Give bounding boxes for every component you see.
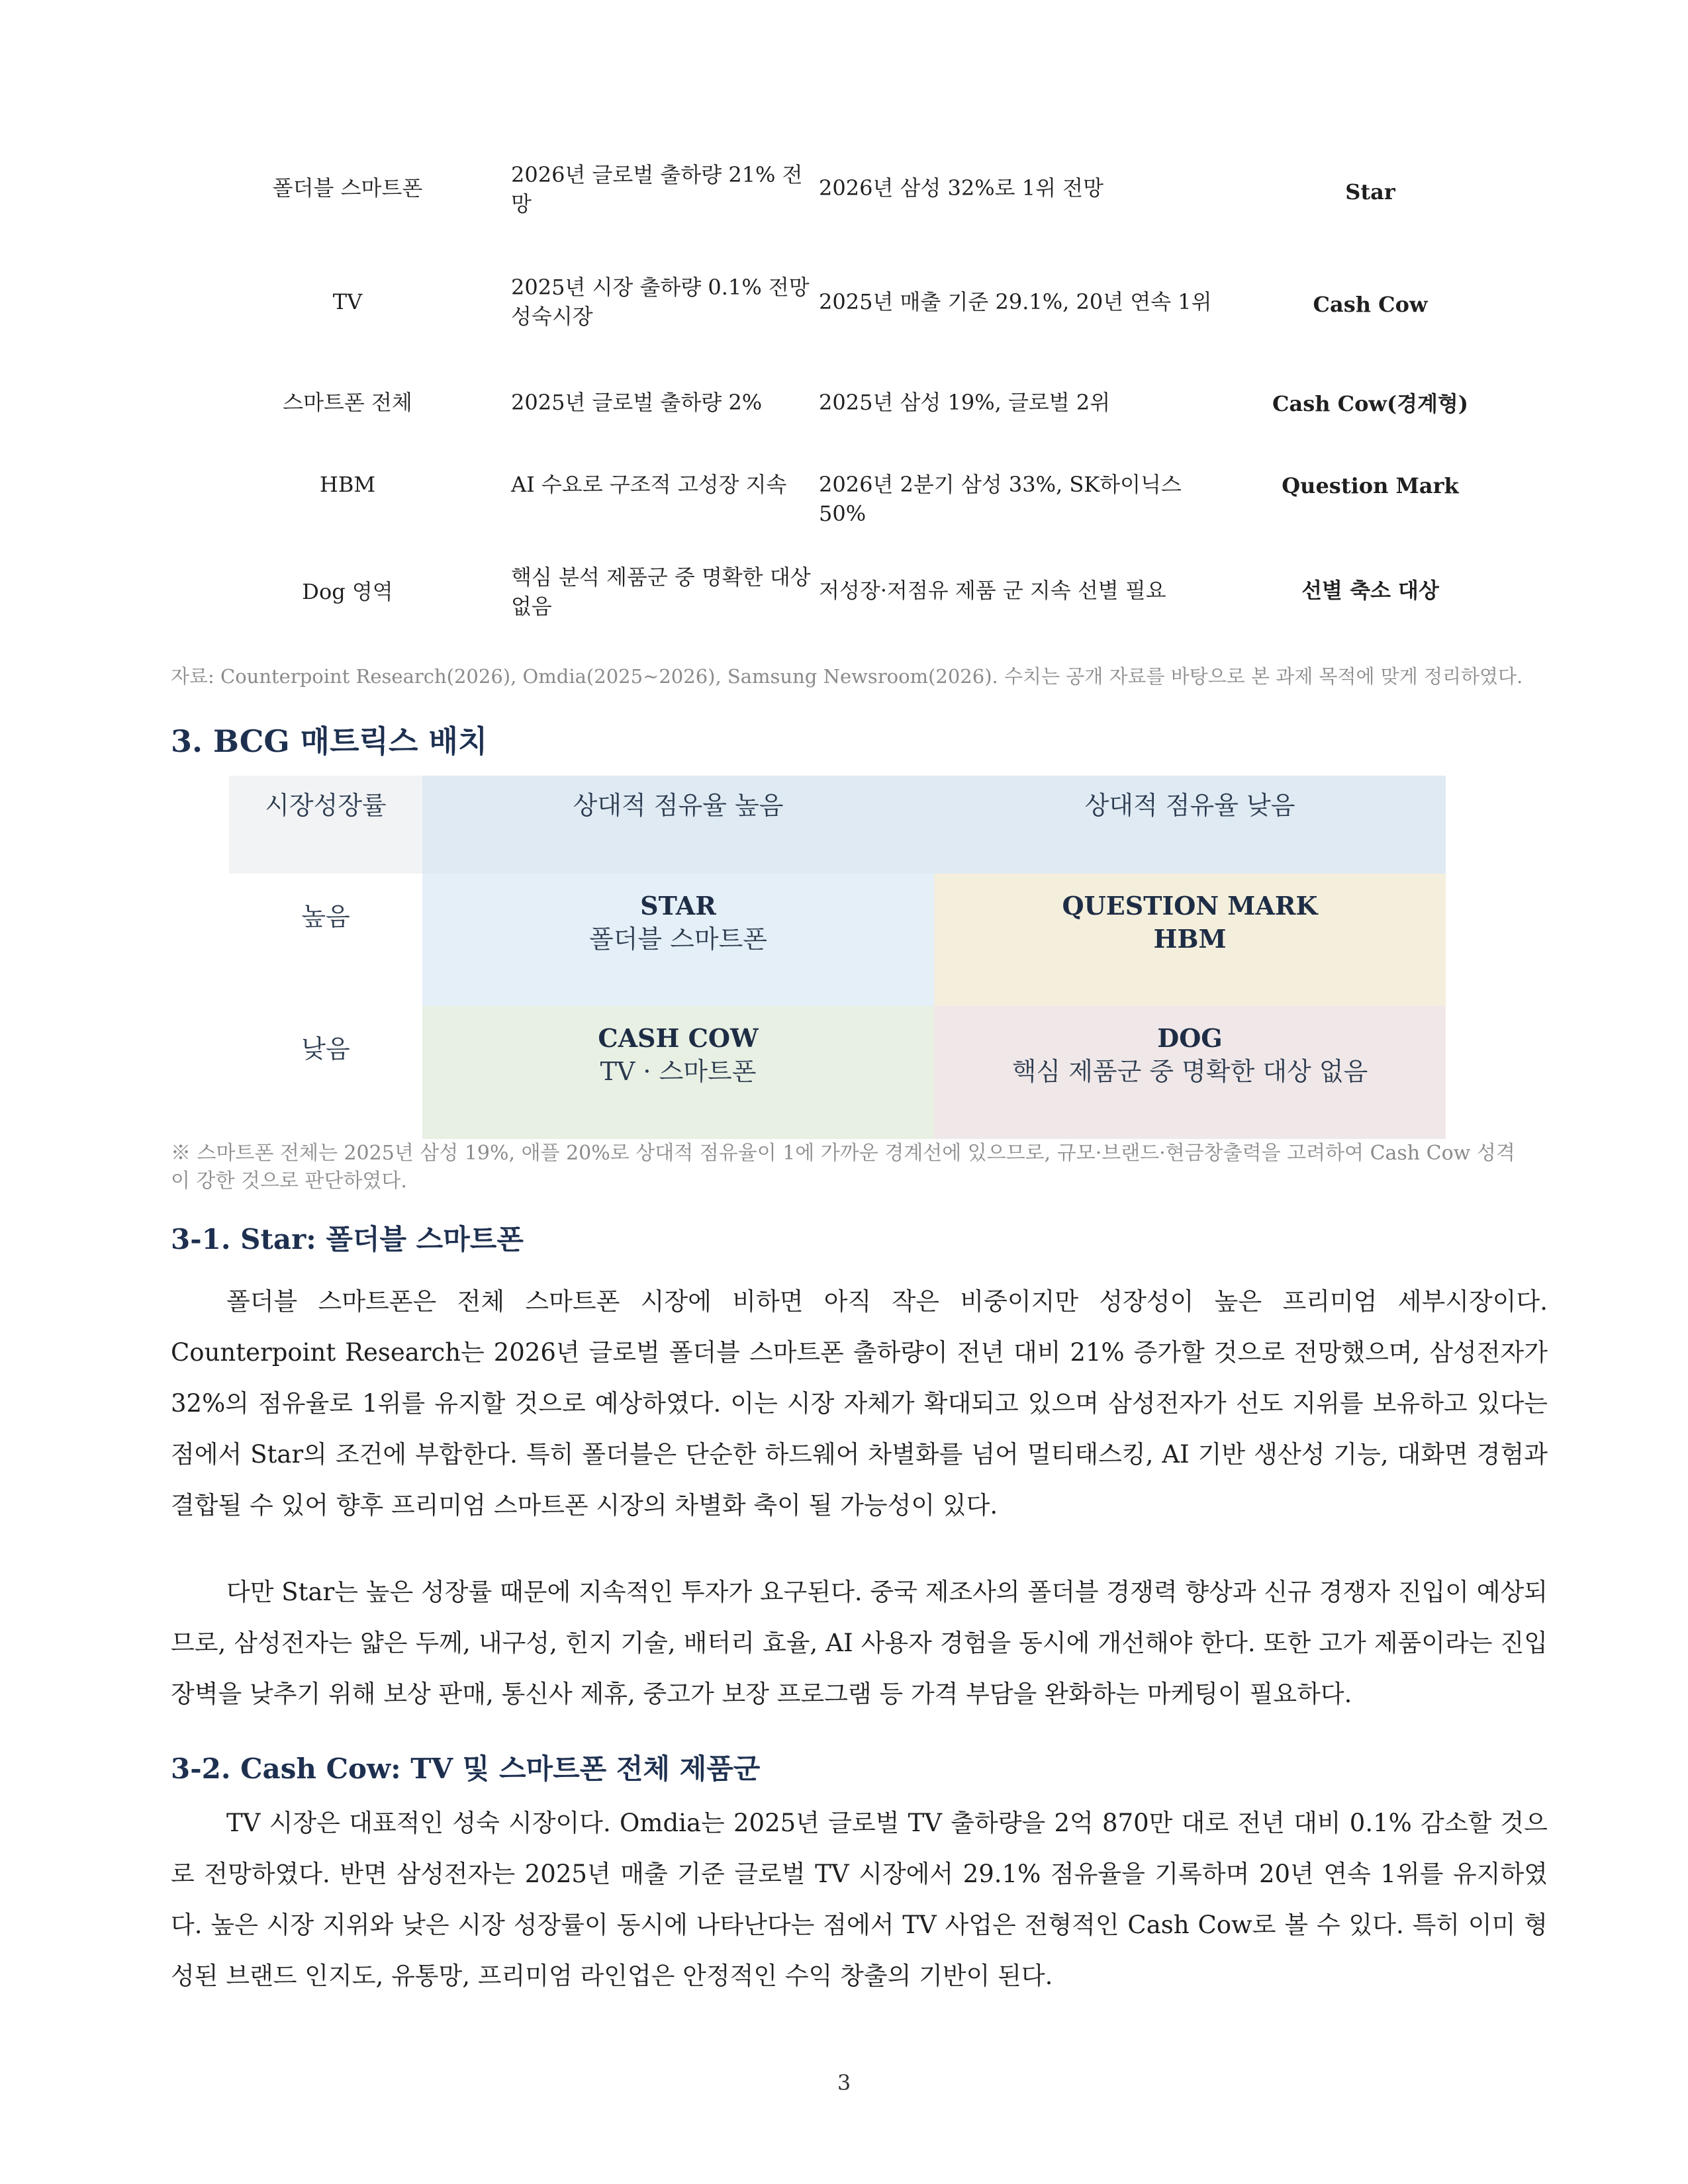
position-cell: 2026년 삼성 32%로 1위 전망 bbox=[819, 175, 1103, 201]
category-cell: Cash Cow(경계형) bbox=[1272, 391, 1468, 416]
position-cell: 2025년 삼성 19%, 글로벌 2위 bbox=[819, 390, 1111, 415]
dog-item: 핵심 제품군 중 명확한 대상 없음 bbox=[1011, 1057, 1368, 1086]
product-cell: 스마트폰 전체 bbox=[283, 390, 412, 415]
cash-cow-item: TV · 스마트폰 bbox=[600, 1057, 757, 1086]
star-item: 폴더블 스마트폰 bbox=[588, 925, 768, 954]
category-cell: Star bbox=[1345, 179, 1395, 205]
matrix-header-low-share: 상대적 점유율 낮음 bbox=[934, 776, 1446, 874]
matrix-cell-star bbox=[422, 874, 934, 1006]
market-cell: 2026년 글로벌 출하량 21% 전망 bbox=[511, 162, 803, 216]
matrix-header-high-share: 상대적 점유율 높음 bbox=[422, 776, 934, 874]
page-number: 3 bbox=[837, 2070, 851, 2095]
dog-title: DOG bbox=[1157, 1023, 1223, 1053]
question-mark-title: QUESTION MARK bbox=[1062, 891, 1318, 921]
matrix-cell-dog bbox=[934, 1006, 1446, 1139]
section-3-heading: 3. BCG 매트릭스 배치 bbox=[171, 723, 488, 759]
market-cell: 2025년 글로벌 출하량 2% bbox=[511, 390, 763, 415]
product-cell: 폴더블 스마트폰 bbox=[272, 175, 423, 201]
matrix-footnote: ※ 스마트폰 전체는 2025년 삼성 19%, 애플 20%로 상대적 점유율이 1에 가까운 경계선에 있으므로, 규모·브랜드·현금창출력을 고려하여 Cash Cow 성격이 강한 것으로 판단하였다. bbox=[171, 1142, 1515, 1193]
category-cell: 선별 축소 대상 bbox=[1301, 578, 1439, 603]
position-cell: 저성장·저점유 제품 군 지속 선별 필요 bbox=[819, 578, 1166, 603]
question-mark-item: HBM bbox=[1153, 924, 1227, 954]
matrix-row-low: 낮음 bbox=[229, 1006, 422, 1139]
paragraph-cash-cow: TV 시장은 대표적인 성숙 시장이다. Omdia는 2025년 글로벌 TV 출하량을 2억 870만 대로 전년 대비 0.1% 감소할 것으로 전망하였다. 반면 삼성전자는 2025년 매출 기준 글로벌 TV 시장에서 29.1% 점유율을 기록하며 20년 연속 1위를 유지하였다. 높은 시장 지위와 낮은 시장 성장률이 동시에 나타난다는 점에서 TV 사업은 전형적인 Cash Cow로 볼 수 있다. 특히 이미 형성된 브랜드 인지도, 유통망, 프리미엄 라인업은 안정적인 수익 창출의 기반이 된다. bbox=[171, 1809, 1548, 1990]
matrix-cell-cash-cow bbox=[422, 1006, 934, 1139]
product-cell: Dog 영역 bbox=[302, 579, 393, 604]
market-cell: 2025년 시장 출하량 0.1% 전망 성숙시장 bbox=[511, 275, 810, 329]
paragraph-star: 폴더블 스마트폰은 전체 스마트폰 시장에 비하면 아직 작은 비중이지만 성장성이 높은 프리미엄 세부시장이다. Counterpoint Research는 2026년 글로벌 폴더블 스마트폰 출하량이 전년 대비 21% 증가할 것으로 전망했으며, 삼성전자가 32%의 점유율로 1위를 유지할 것으로 예상하였다. 이는 시장 자체가 확대되고 있으며 삼성전자가 선도 지위를 보유하고 있다는 점에서 Star의 조건에 부합한다. 특히 폴더블은 단순한 하드웨어 차별화를 넘어 멀티태스킹, AI 기반 생산성 기능, 대화면 경험과 결합될 수 있어 향후 프리미엄 스마트폰 시장의 차별화 축이 될 가능성이 있다. bbox=[171, 1287, 1548, 1520]
market-cell: 핵심 분석 제품군 중 명확한 대상 없음 bbox=[511, 565, 811, 619]
market-cell: AI 수요로 구조적 고성장 지속 bbox=[511, 472, 787, 497]
section-3-2-heading: 3-2. Cash Cow: TV 및 스마트폰 전체 제품군 bbox=[171, 1752, 761, 1785]
source-note: 자료: Counterpoint Research(2026), Omdia(2025~2026), Samsung Newsroom(2026). 수치는 공개 자료를 바탕으로 본 과제 목적에 맞게 정리하였다. bbox=[171, 665, 1523, 688]
bcg-matrix bbox=[229, 776, 1446, 1139]
category-cell: Cash Cow bbox=[1313, 292, 1428, 317]
matrix-row-high: 높음 bbox=[229, 874, 422, 1006]
star-title: STAR bbox=[640, 891, 716, 921]
position-cell: 2026년 2분기 삼성 33%, SK하이닉스 50% bbox=[819, 472, 1182, 526]
matrix-cell-question-mark bbox=[934, 874, 1446, 1006]
position-cell: 2025년 매출 기준 29.1%, 20년 연속 1위 bbox=[819, 289, 1212, 314]
paragraph-star-investment: 다만 Star는 높은 성장률 때문에 지속적인 투자가 요구된다. 중국 제조사의 폴더블 경쟁력 향상과 신규 경쟁자 진입이 예상되므로, 삼성전자는 얇은 두께, 내구성, 힌지 기술, 배터리 효율, AI 사용자 경험을 동시에 개선해야 한다. 또한 고가 제품이라는 진입장벽을 낮추기 위해 보상 판매, 통신사 제휴, 중고가 보장 프로그램 등 가격 부담을 완화하는 마케팅이 필요하다. bbox=[171, 1578, 1548, 1708]
category-cell: Question Mark bbox=[1282, 473, 1459, 498]
cash-cow-title: CASH COW bbox=[598, 1023, 759, 1053]
product-cell: TV bbox=[332, 289, 363, 314]
product-cell: HBM bbox=[319, 472, 376, 497]
matrix-header-growth: 시장성장률 bbox=[229, 776, 422, 874]
section-3-1-heading: 3-1. Star: 폴더블 스마트폰 bbox=[171, 1223, 524, 1255]
